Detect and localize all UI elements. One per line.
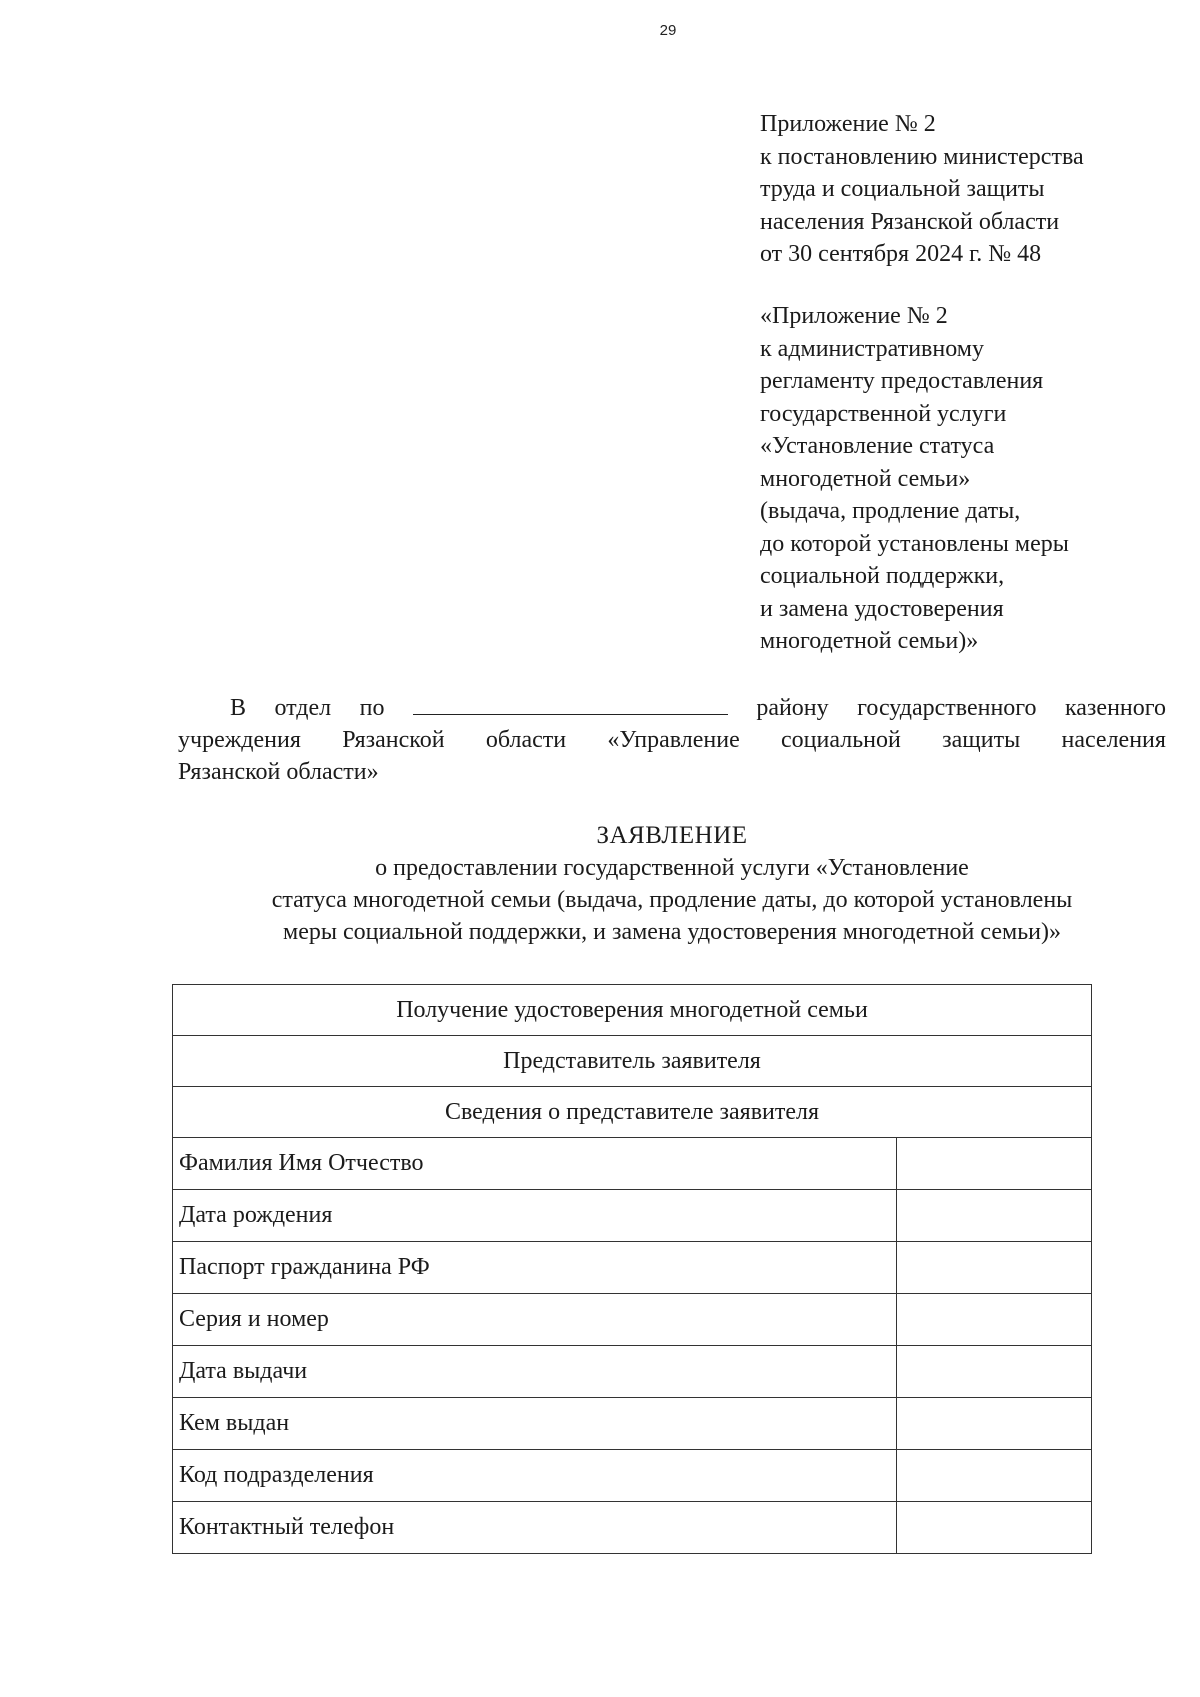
appendix-line: труда и социальной защиты (760, 176, 1045, 202)
addressee-word: В (230, 695, 247, 721)
field-value-cell[interactable] (897, 1502, 1092, 1554)
addressee-word: району (756, 695, 829, 721)
addressee-word: «Управление (607, 727, 740, 753)
appendix-line: государственной услуги (760, 400, 1007, 427)
appendix-line: и замена удостоверения (760, 595, 1004, 622)
addressee-line (178, 724, 1166, 756)
district-blank-field[interactable] (413, 692, 728, 715)
representative-info-table (172, 984, 1092, 1554)
appendix-line: к административному (760, 335, 984, 362)
addressee-word: населения (1061, 727, 1166, 753)
addressee-word: области (485, 727, 567, 753)
addressee-word: учреждения (178, 727, 301, 753)
addressee-line (178, 692, 1166, 724)
statement-heading (178, 820, 1166, 948)
addressee-paragraph (178, 692, 1166, 788)
appendix-line: к постановлению министерства (760, 143, 1084, 170)
field-label: Код подразделения (173, 1450, 897, 1502)
field-value-cell[interactable] (897, 1190, 1092, 1242)
table-header-row (173, 1087, 1092, 1138)
appendix-line: многодетной семьи» (760, 465, 971, 492)
field-value-cell[interactable] (897, 1450, 1092, 1502)
addressee-word: Рязанской (342, 727, 445, 753)
field-value-cell[interactable] (897, 1346, 1092, 1398)
field-label: Фамилия Имя Отчество (173, 1138, 897, 1190)
field-label: Дата рождения (173, 1190, 897, 1242)
table-row (173, 1242, 1092, 1294)
appendix-line: «Приложение № 2 (760, 303, 948, 329)
appendix-line: регламенту предоставления (760, 368, 1044, 394)
appendix-line: от 30 сентября 2024 г. № 48 (760, 241, 1042, 267)
field-value-cell[interactable] (897, 1398, 1092, 1450)
statement-subtitle-line: меры социальной поддержки, и замена удостоверения многодетной семьи)» (283, 919, 1061, 945)
field-value-cell[interactable] (897, 1242, 1092, 1294)
addressee-word: по (359, 695, 385, 721)
appendix-line: Приложение № 2 (760, 111, 936, 137)
table-header-row (173, 985, 1092, 1036)
addressee-word: социальной (781, 727, 901, 753)
field-label: Паспорт гражданина РФ (173, 1242, 897, 1294)
addressee-line: Рязанской области» (178, 759, 379, 785)
table-row (173, 1450, 1092, 1502)
table-row (173, 1294, 1092, 1346)
table-row (173, 1138, 1092, 1190)
addressee-word: защиты (942, 727, 1021, 753)
appendix-line: (выдача, продление даты, (760, 498, 1021, 524)
table-row (173, 1190, 1092, 1242)
statement-subtitle-line: о предоставлении государственной услуги «Установление (375, 855, 969, 881)
table-row (173, 1502, 1092, 1554)
appendix-line: социальной поддержки, (760, 563, 1005, 589)
table-header-cell: Сведения о представителе заявителя (173, 1087, 1092, 1138)
appendix-line: «Установление статуса (760, 433, 995, 459)
table-header-cell: Представитель заявителя (173, 1036, 1092, 1087)
appendix-line: населения Рязанской области (760, 208, 1060, 235)
field-label: Серия и номер (173, 1294, 897, 1346)
field-value-cell[interactable] (897, 1294, 1092, 1346)
appendix-regulation-reference (760, 300, 1069, 658)
field-value-cell[interactable] (897, 1138, 1092, 1190)
page-number: 29 (659, 22, 677, 39)
appendix-line: до которой установлены меры (760, 530, 1069, 557)
statement-title: ЗАЯВЛЕНИЕ (596, 822, 748, 849)
field-label: Кем выдан (173, 1398, 897, 1450)
table-header-row (173, 1036, 1092, 1087)
field-label: Контактный телефон (173, 1502, 897, 1554)
addressee-word: отдел (274, 695, 332, 721)
addressee-word: казенного (1064, 695, 1166, 721)
appendix-resolution-reference (760, 108, 1084, 271)
table-header-cell: Получение удостоверения многодетной семьи (173, 985, 1092, 1036)
table-row (173, 1398, 1092, 1450)
statement-subtitle-line: статуса многодетной семьи (выдача, продление даты, до которой установлены (271, 887, 1073, 913)
table-row (173, 1346, 1092, 1398)
appendix-line: многодетной семьи)» (760, 628, 979, 654)
field-label: Дата выдачи (173, 1346, 897, 1398)
addressee-word: государственного (857, 695, 1037, 721)
